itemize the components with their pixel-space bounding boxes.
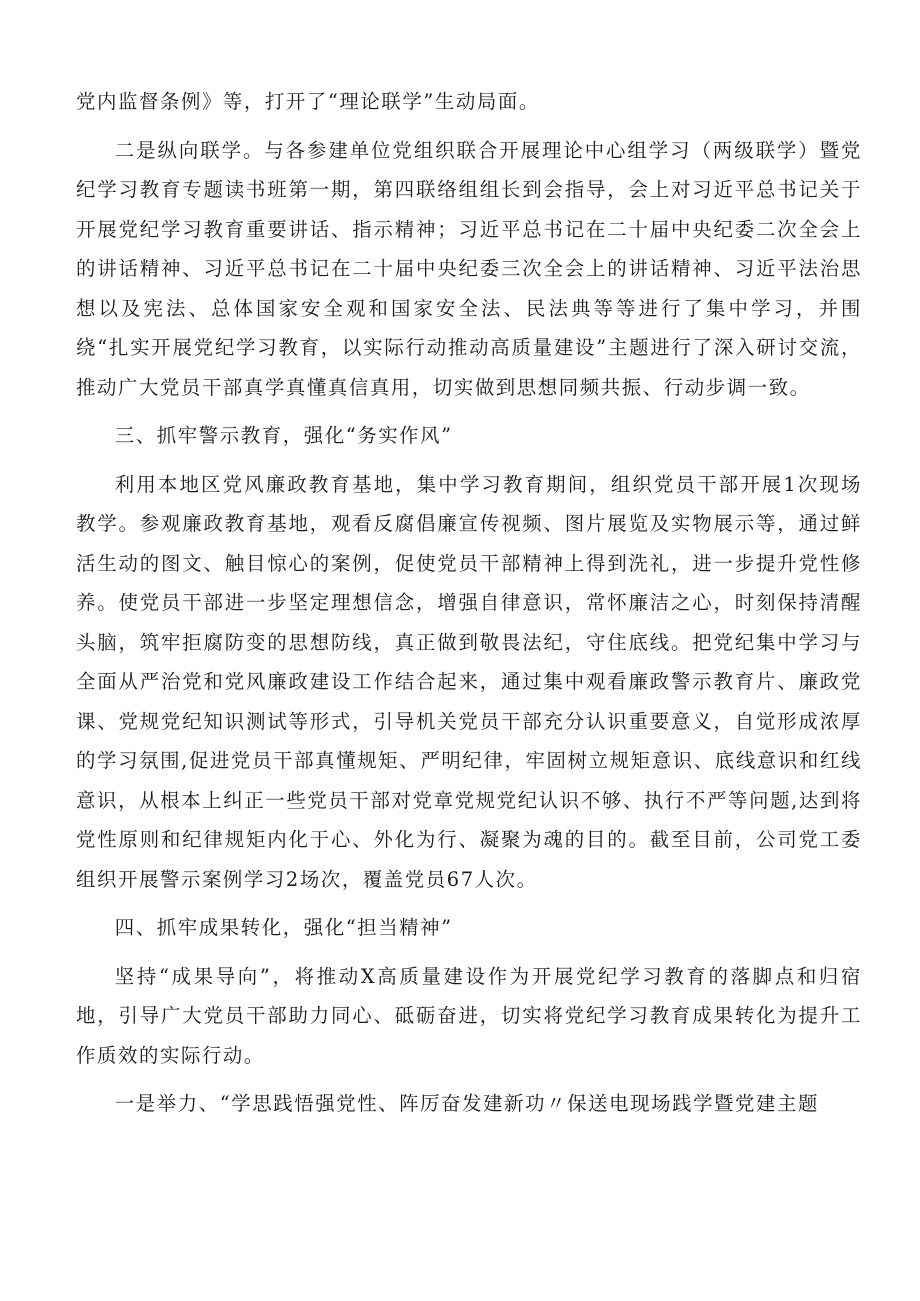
paragraph-continuation: 党内监督条例》等，打开了“理论联学”生动局面。 [76,90,540,113]
section-heading-warning-education: 三、抓牢警示教育，强化“务实作风” [114,424,453,447]
section-heading-results-transformation: 四、抓牢成果转化，强化“担当精神” [114,916,453,939]
paragraph-warning-education: 利用本地区党风廉政教育基地，集中学习教育期间，组织党员干部开展1次现场教学。参观廉政教育基地，观看反腐倡廉宣传视频、图片展览及实物展示等，通过鲜活生动的图文、触目惊心的案例，促使党员干部精神上得到洗礼，进一步提升党性修养。使党员干部进一步坚定理想信念，增强自律意识，常怀廉洁之心，时刻保持清醒头脑，筑牢拒腐防变的思想防线，真正做到敬畏法纪，守住底线。把党纪集中学习与全面从严治党和党风廉政建设工作结合起来，通过集中观看廉政警示教育片、廉政党课、党规党纪知识测试等形式，引导机关党员干部充分认识重要意义，自觉形成浓厚的学习氛围,促进党员干部真懂规矩、严明纪律，牢固树立规矩意识、底线意识和红线意识，从根本上纠正一些党员干部对党章党规党纪认识不够、执行不严等问题,达到将党性原则和纪律规矩内化于心、外化为行、凝聚为魂的目的。截至目前，公司党工委组织开展警示案例学习2场次，覆盖党员67人次。 [76,472,862,891]
document-page [76,82,862,1124]
paragraph-results-transformation: 坚持“成果导向”，将推动X高质量建设作为开展党纪学习教育的落脚点和归宿地，引导广大党员干部助力同心、砥砺奋进，切实将党纪学习教育成果转化为提升工作质效的实际行动。 [76,964,862,1067]
paragraph-vertical-study: 二是纵向联学。与各参建单位党组织联合开展理论中心组学习（两级联学）暨党纪学习教育专题读书班第一期，第四联络组组长到会指导，会上对习近平总书记关于开展党纪学习教育重要讲话、指示精神；习近平总书记在二十届中央纪委二次全会上的讲话精神、习近平总书记在二十届中央纪委三次全会上的讲话精神、习近平法治思想以及宪法、总体国家安全观和国家安全法、民法典等等进行了集中学习，并围绕“扎实开展党纪学习教育，以实际行动推动高质量建设”主题进行了深入研讨交流，推动广大党员干部真学真懂真信真用，切实做到思想同频共振、行动步调一致。 [76,138,862,399]
paragraph-first-item: 一是举力、“学思践悟强党性、阵厉奋发建新功〃保送电现场践学暨党建主题 [114,1092,819,1115]
